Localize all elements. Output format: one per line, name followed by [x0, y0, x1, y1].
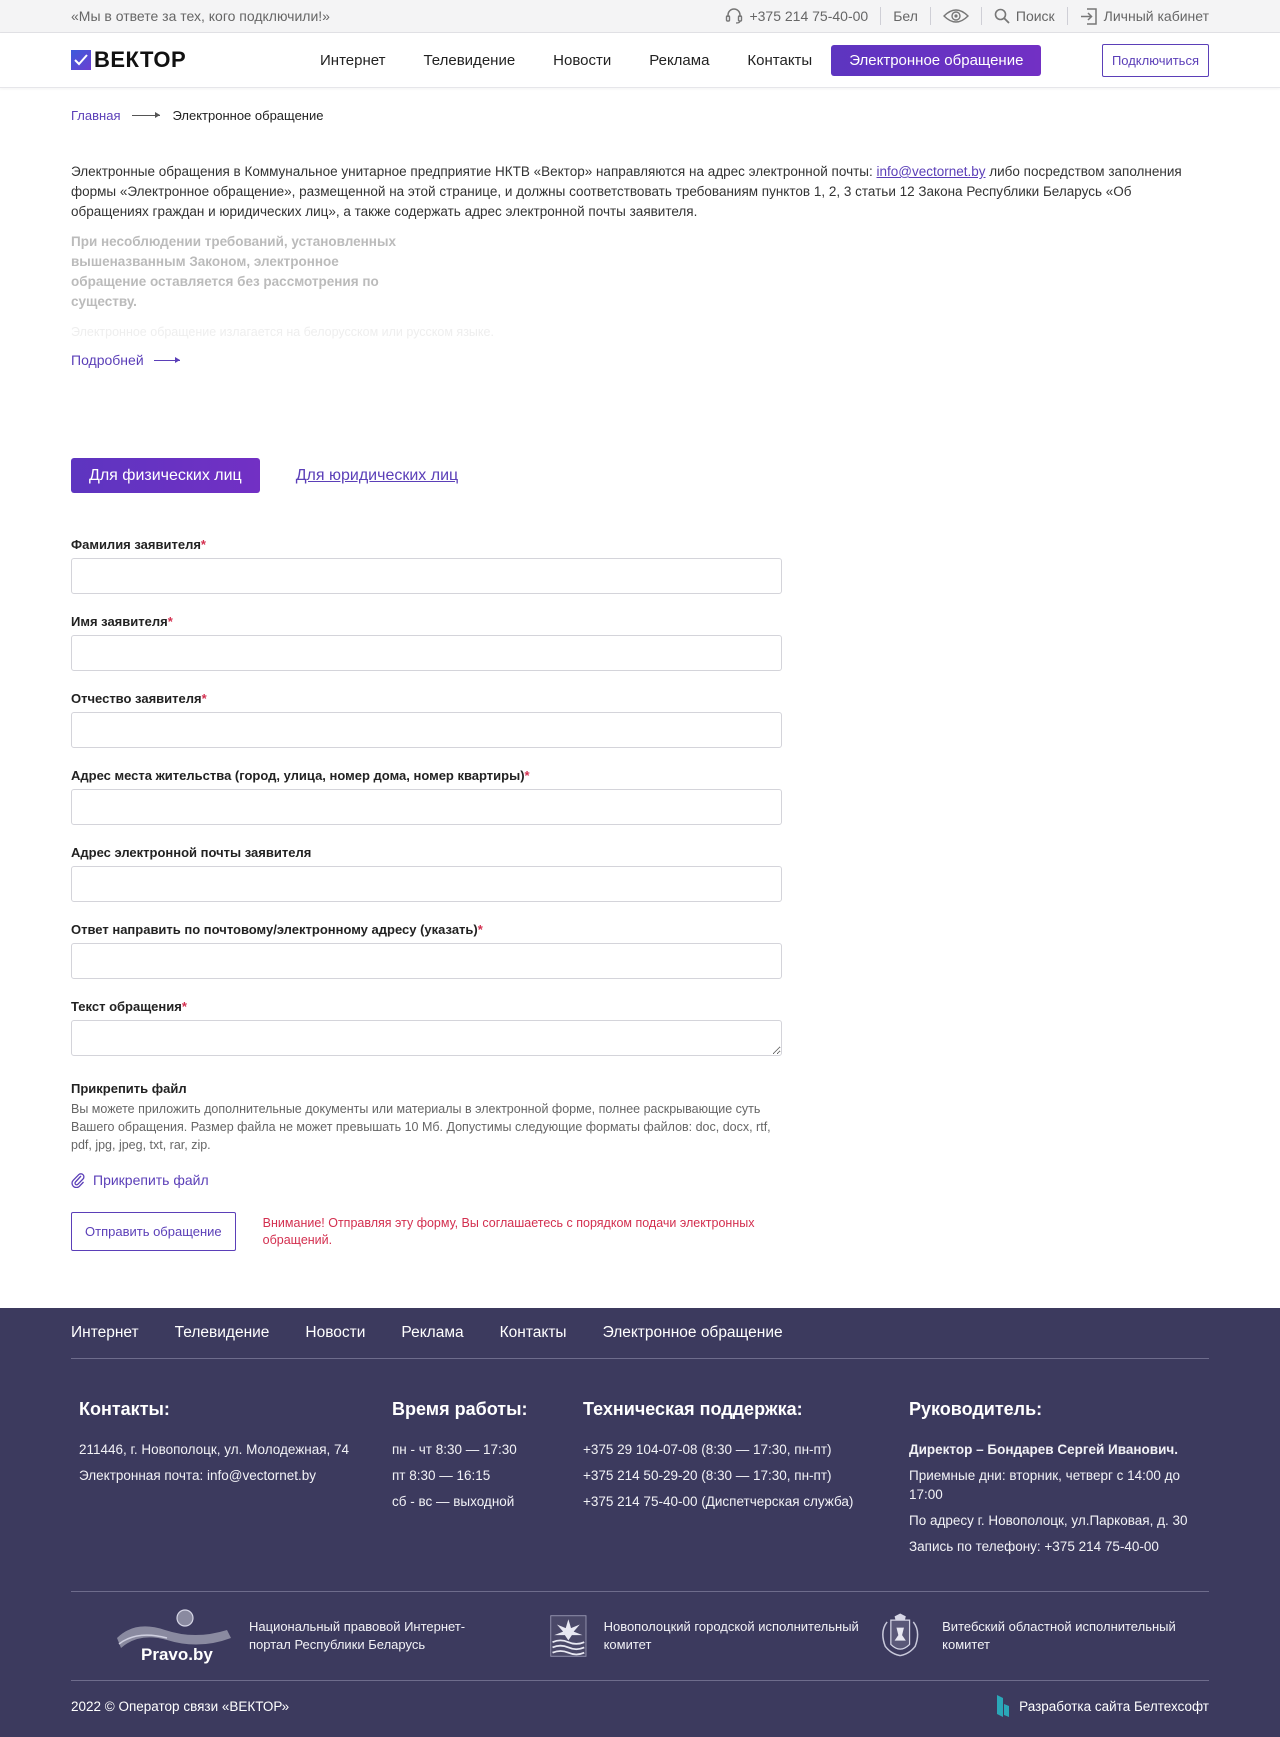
- footer-nav-contacts[interactable]: Контакты: [499, 1324, 567, 1341]
- arrow-right-icon: [154, 360, 180, 361]
- hours-line: пн - чт 8:30 — 17:30: [392, 1442, 517, 1457]
- breadcrumb: [0, 108, 1280, 123]
- submit-button[interactable]: Отправить обращение: [71, 1212, 236, 1251]
- intro-text-start: Электронные обращения в Коммунальное унитарное предприятие НКТВ «Вектор» направляются на адрес электронной почты:: [71, 164, 877, 179]
- novopolotsk-coat-of-arms-icon: [549, 1611, 588, 1661]
- main-header: [0, 33, 1280, 88]
- field-label: [71, 768, 782, 783]
- field-reply-address: [71, 922, 782, 979]
- label-text: Адрес электронной почты заявителя: [71, 845, 312, 860]
- required-mark: *: [201, 691, 207, 706]
- reply-address-input[interactable]: [71, 943, 782, 979]
- support-phone[interactable]: +375 29 104-07-08 (8:30 — 17:30, пн-пт): [583, 1442, 832, 1457]
- contacts-address: 211446, г. Новополоцк, ул. Молодежная, 74: [79, 1442, 350, 1457]
- label-text: Адрес места жительства (город, улица, номер дома, номер квартиры): [71, 768, 525, 783]
- support-phone[interactable]: +375 214 50-29-20 (8:30 — 17:30, пн-пт): [583, 1468, 832, 1483]
- pravo-by-wordmark: Pravo.by: [141, 1645, 213, 1664]
- paperclip-icon: [71, 1172, 85, 1188]
- login-icon: [1080, 8, 1098, 25]
- logo-text: ВЕКТОР: [94, 47, 187, 72]
- arrow-right-icon: [132, 115, 160, 116]
- required-mark: *: [524, 768, 530, 783]
- surname-input[interactable]: [71, 558, 782, 594]
- cabinet-link[interactable]: [1068, 8, 1209, 25]
- footer-nav-internet[interactable]: Интернет: [71, 1324, 139, 1341]
- head-line: Приемные дни: вторник, четверг с 14:00 до 17:00: [909, 1468, 1181, 1502]
- field-label: [71, 691, 782, 706]
- label-text: Текст обращения: [71, 999, 182, 1014]
- partner-pravo[interactable]: [115, 1608, 549, 1664]
- footer-head: [909, 1399, 1201, 1563]
- field-patronymic: [71, 691, 782, 748]
- field-address: [71, 768, 782, 825]
- tab-individuals[interactable]: Для физических лиц: [71, 458, 260, 493]
- footer-bottom: [71, 1691, 1209, 1721]
- partners-strip: [71, 1591, 1209, 1681]
- email-input[interactable]: [71, 866, 782, 902]
- breadcrumb-current: Электронное обращение: [172, 108, 324, 123]
- appeal-form: [0, 537, 853, 1251]
- tab-legal-entities[interactable]: Для юридических лиц: [295, 466, 459, 484]
- footer-nav-e-appeal[interactable]: Электронное обращение: [602, 1324, 783, 1341]
- label-text: Отчество заявителя: [71, 691, 202, 706]
- breadcrumb-home[interactable]: Главная: [71, 108, 121, 123]
- contacts-email[interactable]: Электронная почта: info@vectornet.by: [79, 1468, 316, 1483]
- main-nav: [301, 45, 1102, 76]
- logo[interactable]: [71, 47, 301, 73]
- appeal-text-input[interactable]: [71, 1020, 782, 1056]
- intro-text: [0, 162, 1280, 370]
- more-label: Подробней: [71, 352, 144, 368]
- attach-description: Вы можете приложить дополнительные документы или материалы в электронной форме, полнее раскрывающие суть Вашего обращения. Размер файла не может превышать 10 Мб. Допустимы следующие форматы файлов: doc, docx, rtf, pdf, jpg, jpeg, txt, rar, zip.: [71, 1102, 771, 1152]
- field-surname: [71, 537, 782, 594]
- footer-columns: [71, 1399, 1209, 1563]
- head-line: Запись по телефону: +375 214 75-40-00: [909, 1539, 1159, 1554]
- search-icon: [994, 8, 1010, 24]
- applicant-tabs: [0, 458, 1280, 493]
- eye-icon: [943, 8, 969, 24]
- patronymic-input[interactable]: [71, 712, 782, 748]
- footer-support: [583, 1399, 909, 1563]
- search-label: Поиск: [1015, 8, 1055, 24]
- submit-row: [71, 1212, 782, 1251]
- beltechsoft-logo-icon: [995, 1693, 1011, 1719]
- nav-e-appeal[interactable]: Электронное обращение: [831, 45, 1041, 76]
- hours-title: Время работы:: [392, 1399, 528, 1419]
- field-label: [71, 999, 782, 1014]
- label-text: Ответ направить по почтовому/электронному адресу (указать): [71, 922, 478, 937]
- accessibility-button[interactable]: [931, 8, 981, 24]
- email-link[interactable]: info@vectornet.by: [876, 164, 986, 179]
- field-label: [71, 537, 782, 552]
- footer-contacts: [79, 1399, 392, 1563]
- attach-file-button[interactable]: [71, 1172, 782, 1188]
- nav-news[interactable]: Новости: [553, 51, 612, 69]
- required-mark: *: [200, 537, 206, 552]
- partner-novopolotsk[interactable]: [549, 1611, 874, 1661]
- cabinet-label: Личный кабинет: [1103, 8, 1209, 24]
- name-input[interactable]: [71, 635, 782, 671]
- intro-paragraph: [71, 162, 1209, 222]
- partner-pravo-text: Национальный правовой Интернет-портал Республики Беларусь: [249, 1619, 466, 1652]
- partner-vitebsk-text: Витебский областной исполнительный комитет: [942, 1619, 1176, 1652]
- footer-nav-news[interactable]: Новости: [305, 1324, 366, 1341]
- top-bar: [0, 0, 1280, 33]
- more-link[interactable]: [71, 350, 1209, 370]
- label-text: Имя заявителя: [71, 614, 168, 629]
- intro-warning: При несоблюдении требований, установленных вышеназванным Законом, электронное обращение оставляется без рассмотрения по существу.: [71, 234, 396, 309]
- footer-hours: [392, 1399, 583, 1563]
- field-email: [71, 845, 782, 902]
- copyright: 2022 © Оператор связи «ВЕКТОР»: [71, 1698, 290, 1714]
- partner-vitebsk[interactable]: [874, 1611, 1209, 1661]
- support-phone[interactable]: +375 214 75-40-00 (Диспетчерская служба): [583, 1494, 854, 1509]
- search-link[interactable]: [982, 8, 1067, 24]
- nav-ads[interactable]: Реклама: [649, 51, 710, 69]
- nav-contacts[interactable]: Контакты: [747, 51, 813, 69]
- headset-icon: [725, 8, 743, 24]
- intro-faded-text: Электронное обращение излагается на белорусском или русском языке.: [71, 325, 494, 339]
- phone-number: +375 214 75-40-00: [749, 8, 869, 24]
- required-mark: *: [477, 922, 483, 937]
- developer-link[interactable]: [995, 1693, 1209, 1719]
- top-bar-actions: [713, 7, 1209, 25]
- field-appeal-text: [71, 999, 782, 1061]
- support-title: Техническая поддержка:: [583, 1399, 803, 1419]
- attach-title: Прикрепить файл: [71, 1081, 187, 1096]
- attach-file-label: Прикрепить файл: [93, 1172, 209, 1188]
- required-mark: *: [167, 614, 173, 629]
- label-text: Фамилия заявителя: [71, 537, 201, 552]
- nav-internet[interactable]: Интернет: [320, 51, 386, 69]
- footer-nav-ads[interactable]: Реклама: [401, 1324, 464, 1341]
- intro-text-end: либо посредством заполнения формы «Электронное обращение», размещенной на этой странице, и должны соответствовать требованиям пунктов 1, 2, 3 статьи 12 Закона Республики Беларусь «Об обращениях граждан и юридических лиц», а также содержать адрес электронной почты заявителя.: [71, 164, 1182, 219]
- logo-check-icon: [71, 50, 91, 70]
- connect-button[interactable]: Подключиться: [1102, 44, 1209, 77]
- slogan: «Мы в ответе за тех, кого подключили!»: [71, 8, 330, 24]
- partner-novopolotsk-text: Новополоцкий городской исполнительный комитет: [603, 1619, 859, 1652]
- required-mark: *: [181, 999, 187, 1014]
- footer-nav-tv[interactable]: Телевидение: [174, 1324, 270, 1341]
- pravo-by-logo: [115, 1608, 233, 1664]
- head-name: Директор – Бондарев Сергей Иванович.: [909, 1442, 1178, 1457]
- vitebsk-coat-of-arms-icon: [874, 1611, 926, 1661]
- developer-label: Разработка сайта Белтехсофт: [1019, 1698, 1209, 1714]
- field-label: [71, 922, 782, 937]
- contacts-title: Контакты:: [79, 1399, 170, 1419]
- footer-nav: [71, 1308, 1209, 1359]
- field-label: [71, 614, 782, 629]
- hours-line: пт 8:30 — 16:15: [392, 1468, 491, 1483]
- head-line: По адресу г. Новополоцк, ул.Парковая, д. 30: [909, 1513, 1188, 1528]
- nav-tv[interactable]: Телевидение: [423, 51, 516, 69]
- language-switch[interactable]: Бел: [893, 8, 918, 24]
- field-name: [71, 614, 782, 671]
- field-label: [71, 845, 782, 860]
- phone-link[interactable]: [713, 8, 880, 24]
- address-input[interactable]: [71, 789, 782, 825]
- head-title: Руководитель:: [909, 1399, 1043, 1419]
- footer: [0, 1308, 1280, 1737]
- consent-warning: Внимание! Отправляя эту форму, Вы соглашаетесь с порядком подачи электронных обращений.: [262, 1216, 755, 1247]
- hours-line: сб - вс — выходной: [392, 1494, 515, 1509]
